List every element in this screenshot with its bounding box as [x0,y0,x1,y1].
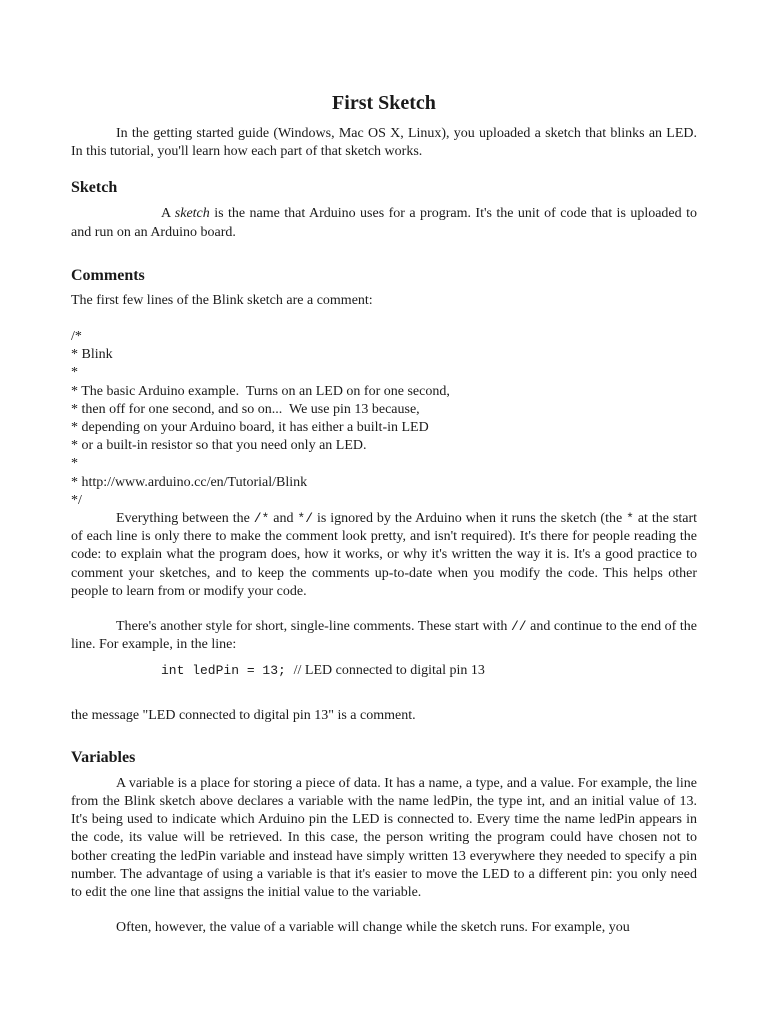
comment-line: */ [71,492,82,508]
text-run: at the start of each line is only there to make the comment look pretty, and isn't required). It's there for people reading the code: to explain what the program does, how it works, or why it's written the way it is. It's a good practice to comment your sketches, and to keep the comments up-to-date when you modify the code. This helps other people to learn from or modify your code. [71,511,698,599]
comment-block [71,328,697,510]
inline-code: // [510,619,527,635]
comment-line: * The basic Arduino example. Turns on an LED on for one second, [71,383,450,399]
comment-line: * or a built-in resistor so that you need only an LED. [71,438,367,454]
comment-line: * then off for one second, and so on... We use pin 13 because, [71,401,420,417]
variables-paragraph-1: A variable is a place for storing a piece of data. It has a name, a type, and a value. For example, the line from the Blink sketch above declares a variable with the name ledPin, the type int, and an initial value of 13. It's being used to indicate which Arduino pin the LED is connected to. Every time the name ledPin appears in the code, its value will be retrieved. In this case, the person writing the program could have chosen not to bother creating the ledPin variable and instead have simply written 13 everywhere they needed to specify a pin number. The advantage of using a variable is that it's easier to move the LED to a different pin: you only need to edit the one line that assigns the initial value to the variable. [71,775,697,901]
document-content [71,90,697,938]
variables-heading: Variables [71,748,136,766]
code-example [71,662,697,680]
intro-paragraph: In the getting started guide (Windows, Mac OS X, Linux), you uploaded a sketch that blinks an LED. In this tutorial, you'll learn how each part of that sketch works. [71,126,697,160]
comment-line: /* [71,329,82,345]
sketch-text-b: is the name that Arduino uses for a program. It's the unit of code that is uploaded to and run on an Arduino board. [71,206,697,240]
inline-code: /* [253,511,270,527]
comments-heading: Comments [71,266,145,284]
comments-lead: The first few lines of the Blink sketch are a comment: [71,292,373,308]
comments-explanation [71,510,697,601]
inline-code: */ [297,511,314,527]
variables-paragraph-2: Often, however, the value of a variable will change while the sketch runs. For example, you [116,920,630,936]
comment-line: * [71,365,78,381]
comment-line: * depending on your Arduino board, it has either a built-in LED [71,420,429,436]
comment-message-paragraph: the message "LED connected to digital pin 13" is a comment. [71,707,416,723]
text-run: and [269,511,298,527]
sketch-term: sketch [174,206,210,222]
page-title: First Sketch [332,92,436,114]
sketch-text-a: A [161,206,175,222]
comment-line: * http://www.arduino.cc/en/Tutorial/Blink [71,474,308,490]
inline-code: * [626,511,634,527]
single-line-comments-paragraph [71,618,697,654]
comment-line: * Blink [71,347,113,363]
sketch-paragraph [71,205,697,241]
text-run: and continue to the end of the line. For example, in the line: [71,619,697,653]
example-code: int ledPin = 13; [161,663,294,679]
text-run: Everything between the [116,511,254,527]
sketch-heading: Sketch [71,179,118,197]
example-comment: // LED connected to digital pin 13 [293,663,485,679]
text-run: There's another style for short, single-line comments. These start with [116,619,511,635]
text-run: is ignored by the Arduino when it runs the sketch (the [313,511,627,527]
comment-line: * [71,456,78,472]
